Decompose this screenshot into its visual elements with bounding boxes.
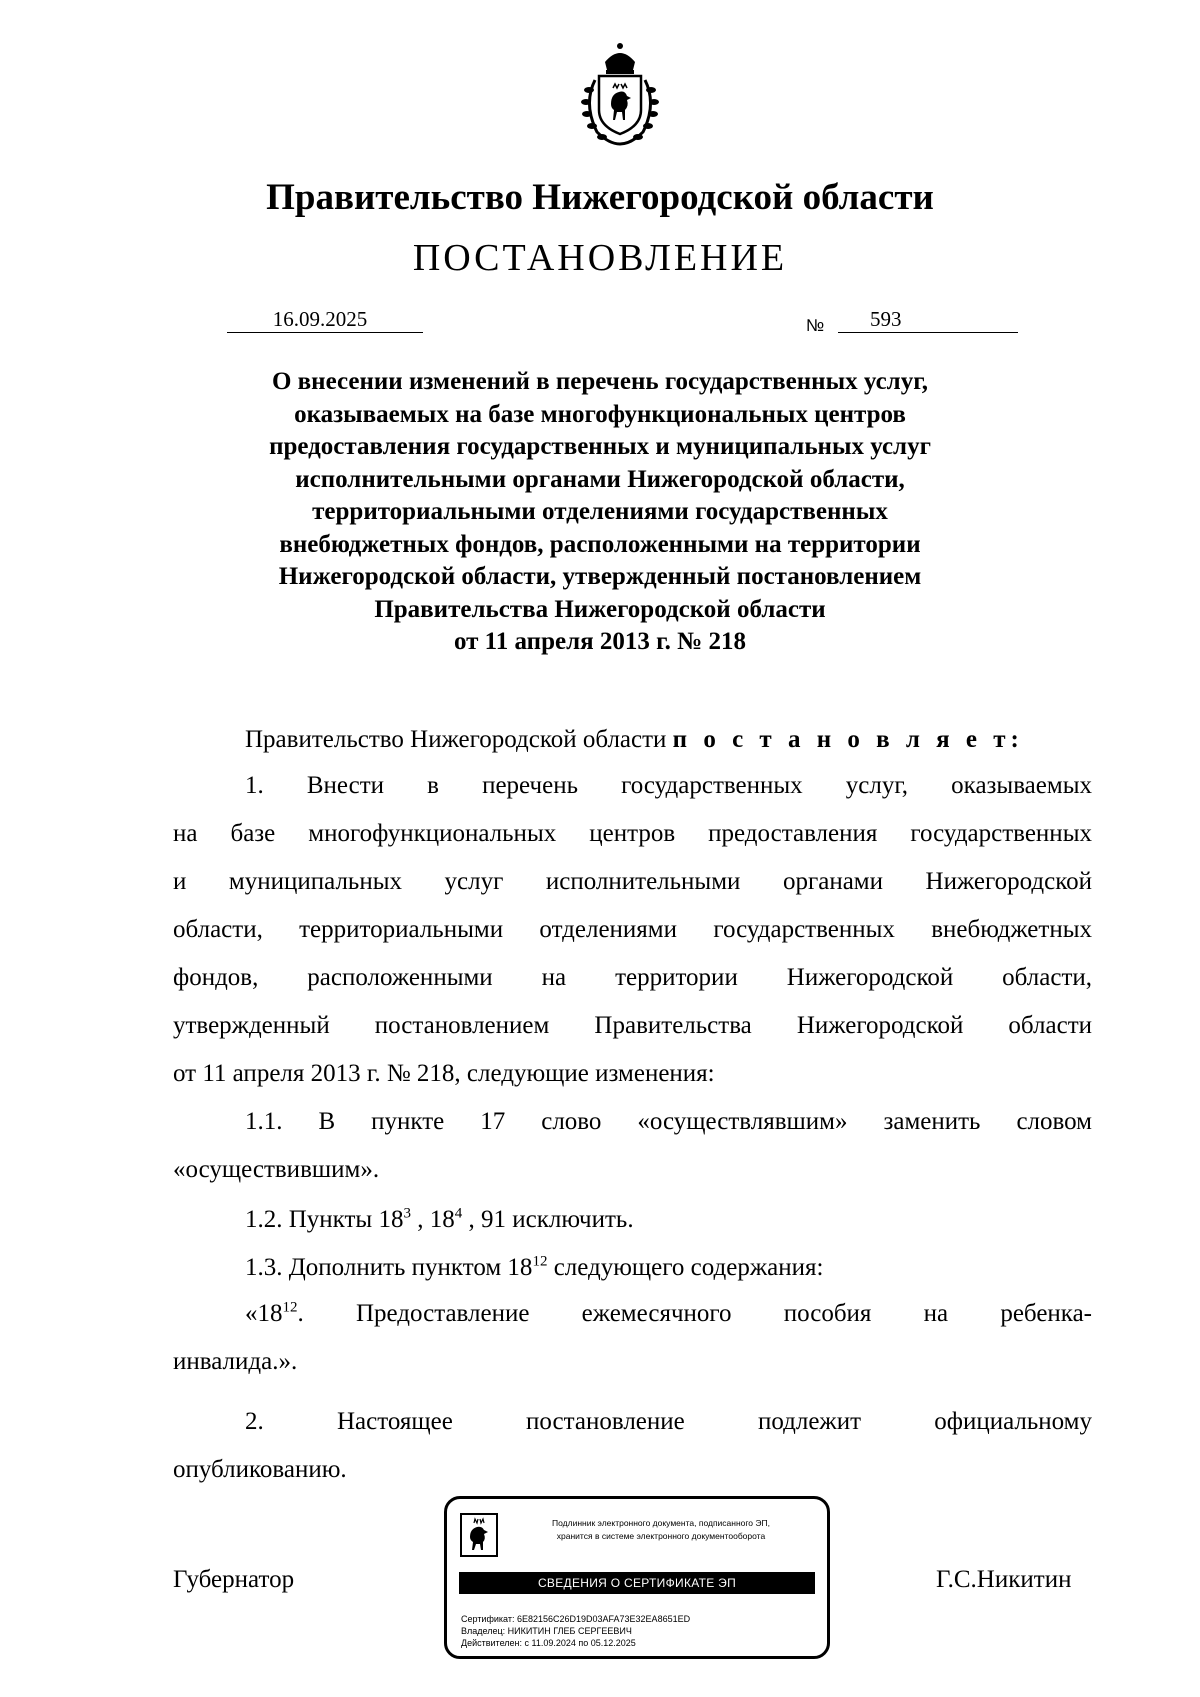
caption-line: хранится в системе электронного документооборота [556,1531,766,1541]
paragraph-line: опубликованию. [173,1456,347,1483]
subject-line: предоставления государственных и муниципальных услуг [269,433,931,460]
subject-line: территориальными отделениями государственных [312,498,888,525]
paragraph-2 [173,1398,1092,1494]
paragraph-line: и муниципальных услуг исполнительными органами Нижегородской [173,868,1092,895]
paragraph-line: «осуществившим». [173,1156,380,1183]
electronic-signature-stamp [444,1496,830,1659]
paragraph-1-1 [173,1098,1092,1194]
preamble-text: Правительство Нижегородской области [245,726,673,753]
paragraph-line: инвалида.». [173,1348,298,1375]
text-fragment: 1.2. Пункты 18 [245,1206,404,1233]
subject-line: внебюджетных фондов, расположенными на территории [279,530,921,558]
preamble-emphasis: п о с т а н о в л я е т: [672,726,1024,753]
document-subject [180,366,1020,659]
paragraph-line: от 11 апреля 2013 г. № 218, следующие изменения: [173,1060,715,1087]
text-fragment: , 18 [410,1206,455,1233]
paragraph-line: 2. Настоящее постановление подлежит официальному [245,1408,1092,1435]
paragraph-line: области, территориальными отделениями государственных внебюджетных [173,916,1092,943]
text-fragment: следующего содержания: [547,1254,824,1281]
caption-line: Подлинник электронного документа, подписанного ЭП, [552,1518,770,1528]
superscript: 12 [532,1253,548,1270]
paragraph-line: на базе многофункциональных центров предоставления государственных [173,820,1092,847]
text-fragment: 1.3. Дополнить пунктом 18 [245,1254,533,1281]
paragraph-line [173,1290,1092,1338]
paragraph-quote [173,1290,1092,1386]
subject-line: Нижегородской области, утвержденный постановлением [278,563,922,590]
subject-line: от 11 апреля 2013 г. № 218 [453,628,747,655]
preamble [245,726,1164,754]
deer-emblem-icon [460,1513,498,1557]
paragraph-1 [173,762,1092,1098]
certificate-serial: Сертификат: 6E82156C26D19D03AFA73E32EA8651ED [461,1614,691,1624]
document-type: ПОСТАНОВЛЕНИЕ [412,237,788,279]
stamp-caption [511,1517,811,1543]
subject-line: исполнительными органами Нижегородской области, [295,465,905,493]
paragraph-1-2 [245,1206,1164,1234]
number-sign: № [806,316,825,335]
superscript: 12 [282,1299,298,1316]
superscript: 3 [403,1205,411,1222]
text-fragment: «18 [245,1300,283,1327]
certificate-validity: Действителен: с 11.09.2024 по 05.12.2025 [461,1638,636,1648]
text-fragment: . Предоставление ежемесячного пособия на ребенка- [297,1300,1092,1327]
document-number: 593 [838,306,1018,333]
signatory-role: Губернатор [173,1566,295,1593]
government-title: Правительство Нижегородской области [266,177,934,218]
paragraph-line: 1.1. В пункте 17 слово «осуществлявшим» заменить словом [245,1108,1092,1135]
paragraph-line: утвержденный постановлением Правительства Нижегородской области [173,1012,1092,1039]
subject-line: оказываемых на базе многофункциональных центров [294,400,906,428]
subject-line: Правительства Нижегородской области [374,595,826,623]
signatory-name: Г.С.Никитин [936,1566,1072,1593]
paragraph-line: 1. Внести в перечень государственных услуг, оказываемых [245,772,1092,799]
paragraph-1-3 [245,1254,1164,1282]
certificate-header-bar: СВЕДЕНИЯ О СЕРТИФИКАТЕ ЭП [459,1572,815,1594]
subject-line: О внесении изменений в перечень государственных услуг, [271,368,928,395]
document-date: 16.09.2025 [227,306,423,333]
superscript: 4 [454,1205,463,1222]
paragraph-line: фондов, расположенными на территории Нижегородской области, [173,964,1092,991]
certificate-owner: Владелец: НИКИТИН ГЛЕБ СЕРГЕЕВИЧ [461,1626,632,1636]
coat-of-arms-emblem [575,40,665,150]
text-fragment: , 91 исключить. [462,1206,634,1233]
